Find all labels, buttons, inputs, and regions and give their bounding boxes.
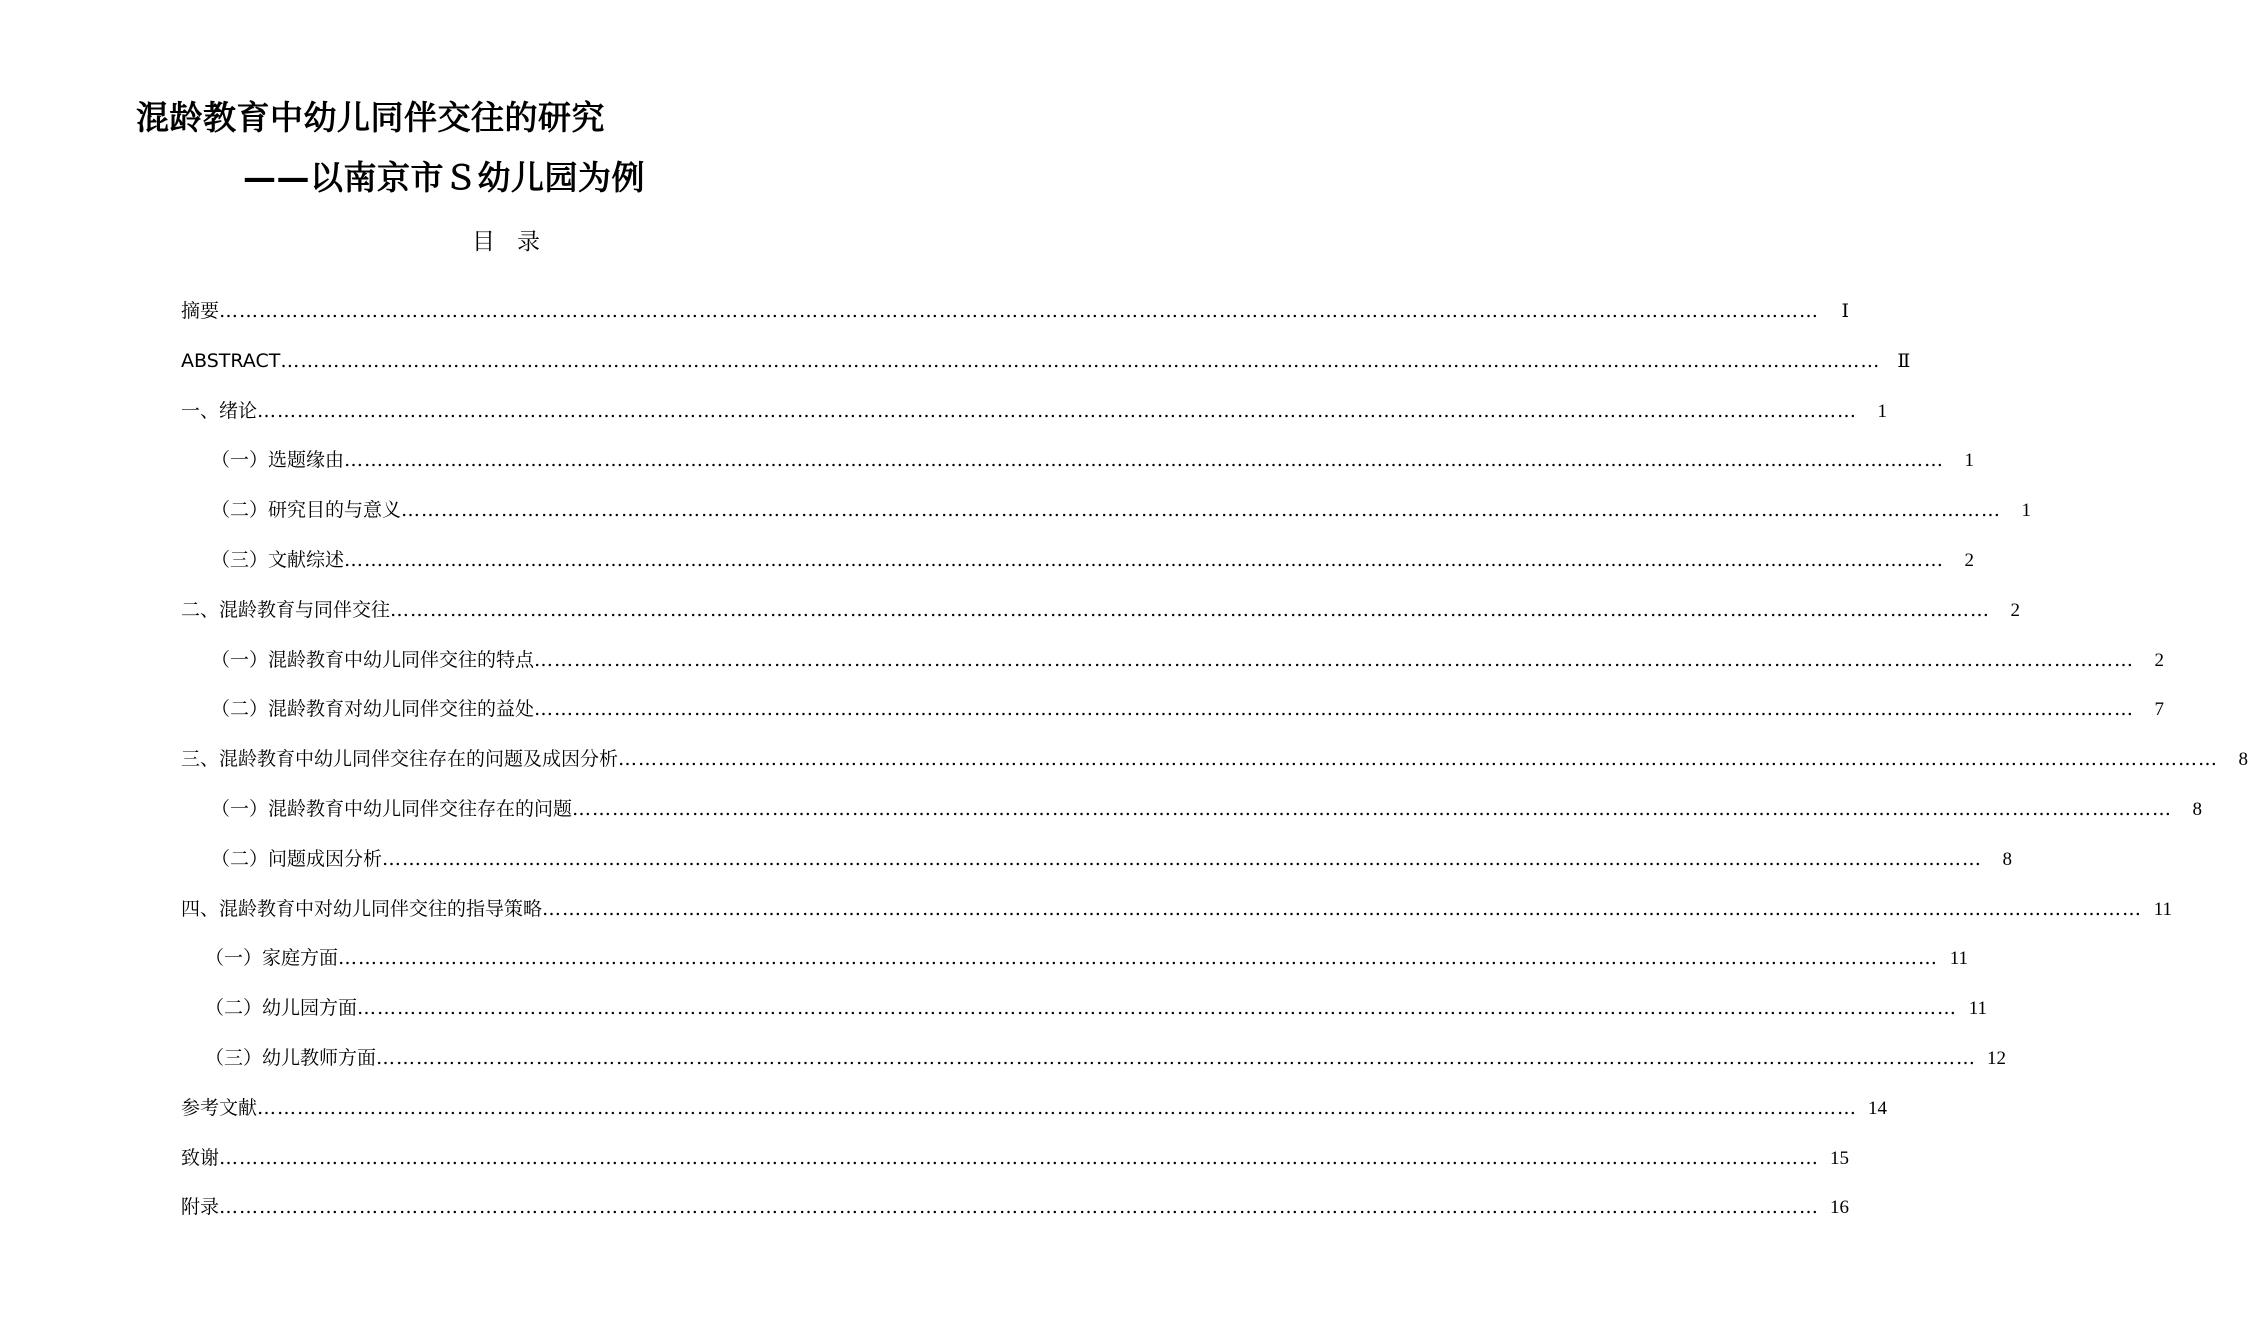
toc-entry-label: 摘要 <box>181 300 220 322</box>
toc-leader-dots: …………………………………………………………………………………………………………………………………………………………………………………………………………………… <box>344 449 1945 472</box>
toc-entry[interactable] <box>181 1141 1850 1191</box>
toc-leader-dots: …………………………………………………………………………………………………………………………………………………………………………………………………………………… <box>219 1146 1820 1169</box>
toc-entry-page: 12 <box>1987 1047 2007 1069</box>
toc-leader-dots: …………………………………………………………………………………………………………………………………………………………………………………………………………………… <box>382 847 1983 870</box>
toc-entry-label: 附录 <box>181 1196 220 1219</box>
toc-leader-dots: …………………………………………………………………………………………………………………………………………………………………………………………………………………… <box>357 997 1958 1020</box>
document-title: 混龄教育中幼儿同伴交往的研究 <box>136 98 605 137</box>
toc-entry[interactable] <box>181 294 1850 344</box>
toc-entry-label: （三）文献综述 <box>211 548 345 571</box>
toc-entry[interactable] <box>181 543 1975 593</box>
toc-entry[interactable] <box>181 344 1911 394</box>
toc-entry[interactable] <box>181 892 2173 942</box>
toc-entry-label: 二、混龄教育与同伴交往 <box>181 598 391 621</box>
toc-entry-label: （一）选题缘由 <box>211 449 345 472</box>
toc-leader-dots: …………………………………………………………………………………………………………………………………………………………………………………………………………………… <box>376 1046 1977 1069</box>
toc-entry-label: （一）家庭方面 <box>205 947 339 970</box>
toc-entry-page: 8 <box>2238 749 2248 771</box>
toc-entry-page: Ⅰ <box>1841 301 1850 322</box>
toc-entry[interactable] <box>181 493 2032 543</box>
toc-leader-dots: …………………………………………………………………………………………………………………………………………………………………………………………………………………… <box>618 748 2219 771</box>
toc-entry[interactable] <box>181 991 1988 1041</box>
toc-leader-dots: …………………………………………………………………………………………………………………………………………………………………………………………………………………… <box>572 797 2173 820</box>
toc-entry[interactable] <box>181 1190 1850 1240</box>
toc-leader-dots: …………………………………………………………………………………………………………………………………………………………………………………………………………………… <box>219 300 1820 322</box>
toc-entry[interactable] <box>181 792 2203 842</box>
toc-leader-dots: …………………………………………………………………………………………………………………………………………………………………………………………………………………… <box>542 897 2143 920</box>
toc-entry-page: 8 <box>2192 798 2203 820</box>
toc-entry-label: 致谢 <box>181 1146 220 1169</box>
toc-entry[interactable] <box>181 1091 1888 1141</box>
toc-leader-dots: …………………………………………………………………………………………………………………………………………………………………………………………………………………… <box>338 947 1939 970</box>
toc-entry[interactable] <box>181 593 2021 643</box>
document-subtitle: ——以南京市Ｓ幼儿园为例 <box>243 158 645 197</box>
toc-entry-page: 8 <box>2002 848 2013 870</box>
toc-leader-dots: …………………………………………………………………………………………………………………………………………………………………………………………………………………… <box>390 598 1991 621</box>
toc-entry-label: （二）研究目的与意义 <box>211 499 402 522</box>
toc-entry-label: （二）混龄教育对幼儿同伴交往的益处 <box>211 698 535 721</box>
toc-entry[interactable] <box>181 394 1888 444</box>
toc-leader-dots: …………………………………………………………………………………………………………………………………………………………………………………………………………………… <box>401 499 2002 522</box>
toc-entry-page: 11 <box>2153 898 2173 920</box>
toc-entry-label: （一）混龄教育中幼儿同伴交往的特点 <box>211 648 535 671</box>
toc-entry-page: 2 <box>2010 599 2021 621</box>
toc-entry-label: 一、绪论 <box>181 399 258 422</box>
toc-entry-page: 11 <box>1949 948 1969 970</box>
toc-leader-dots: …………………………………………………………………………………………………………………………………………………………………………………………………………………… <box>257 1096 1858 1119</box>
table-of-contents <box>181 294 2248 1240</box>
toc-entry[interactable] <box>181 1041 2007 1091</box>
toc-entry[interactable] <box>181 443 1975 493</box>
toc-entry-page: 1 <box>1964 450 1975 472</box>
toc-entry-label: 参考文献 <box>181 1096 258 1119</box>
toc-heading: 目录 <box>472 229 562 255</box>
toc-leader-dots: …………………………………………………………………………………………………………………………………………………………………………………………………………………… <box>219 1196 1820 1219</box>
toc-entry-label: 四、混龄教育中对幼儿同伴交往的指导策略 <box>181 897 543 920</box>
toc-entry[interactable] <box>181 692 2165 742</box>
toc-entry-label: 三、混龄教育中幼儿同伴交往存在的问题及成因分析 <box>181 748 619 771</box>
toc-entry[interactable] <box>181 941 1969 991</box>
toc-entry-page: 11 <box>1968 998 1988 1020</box>
toc-leader-dots: …………………………………………………………………………………………………………………………………………………………………………………………………………………… <box>534 698 2135 721</box>
toc-leader-dots: …………………………………………………………………………………………………………………………………………………………………………………………………………………… <box>534 648 2135 671</box>
toc-entry-page: 2 <box>2154 649 2165 671</box>
toc-entry-page: 14 <box>1868 1097 1888 1119</box>
toc-entry[interactable] <box>181 842 2013 892</box>
toc-entry-page: 2 <box>1964 549 1975 571</box>
toc-entry-page: 1 <box>2021 500 2032 522</box>
toc-leader-dots: …………………………………………………………………………………………………………………………………………………………………………………………………………………… <box>344 548 1945 571</box>
toc-entry[interactable] <box>181 742 2248 792</box>
toc-leader-dots: …………………………………………………………………………………………………………………………………………………………………………………………………………………… <box>257 399 1858 422</box>
toc-entry-page: Ⅱ <box>1897 350 1911 372</box>
toc-entry-label: （一）混龄教育中幼儿同伴交往存在的问题 <box>211 797 573 820</box>
toc-entry-label: （三）幼儿教师方面 <box>205 1046 377 1069</box>
toc-entry-label: （二）问题成因分析 <box>211 847 383 870</box>
toc-entry[interactable] <box>181 643 2165 693</box>
toc-entry-label: （二）幼儿园方面 <box>205 997 358 1020</box>
toc-entry-label: ABSTRACT <box>181 349 281 372</box>
toc-entry-page: 16 <box>1830 1197 1850 1219</box>
toc-entry-page: 7 <box>2154 699 2165 721</box>
toc-entry-page: 1 <box>1877 400 1888 422</box>
toc-leader-dots: …………………………………………………………………………………………………………………………………………………………………………………………………………………… <box>280 349 1881 372</box>
toc-entry-page: 15 <box>1830 1147 1850 1169</box>
